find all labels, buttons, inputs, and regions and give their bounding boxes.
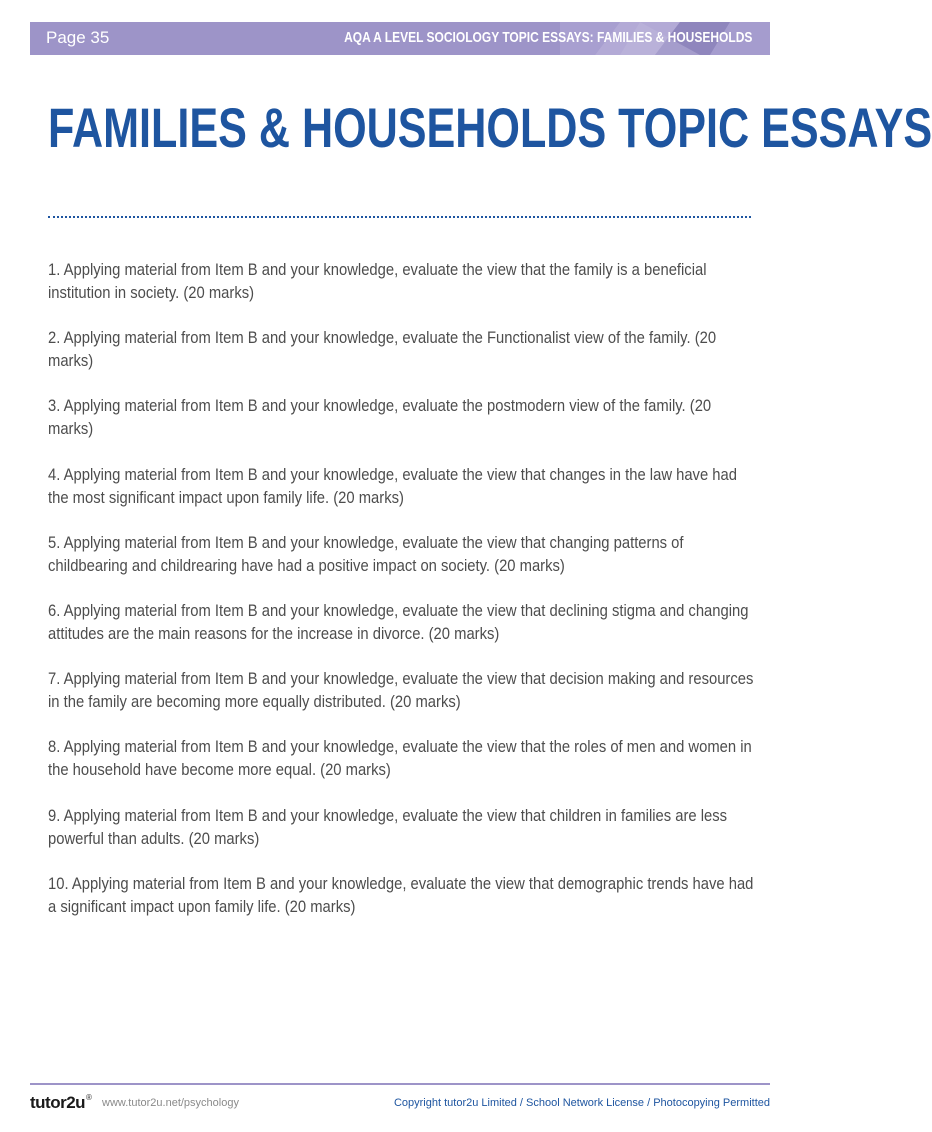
header-title: AQA A LEVEL SOCIOLOGY TOPIC ESSAYS: FAMILIES & HOUSEHOLDS — [343, 29, 752, 46]
list-item — [48, 258, 754, 304]
question-text: 4. Applying material from Item B and your knowledge, evaluate the view that changes in the law have had the most significant impact upon family life. (20 marks) — [48, 464, 737, 507]
footer-copyright: Copyright tutor2u Limited / School Network License / Photocopying Permitted — [393, 1097, 770, 1109]
page-title: FAMILIES & HOUSEHOLDS TOPIC ESSAYS — [48, 96, 932, 159]
dotted-divider — [48, 216, 751, 218]
question-text: 10. Applying material from Item B and your knowledge, evaluate the view that demographic trends have had a significant impact upon family life. (20 marks) — [48, 873, 754, 916]
question-text: 5. Applying material from Item B and your knowledge, evaluate the view that changing patterns of childbearing and childrearing have had a positive impact on society. (20 marks) — [48, 532, 684, 575]
footer-rule — [30, 1083, 770, 1085]
list-item — [48, 394, 754, 440]
registered-mark: ® — [86, 1093, 92, 1102]
question-text: 7. Applying material from Item B and your knowledge, evaluate the view that decision making and resources in the family are becoming more equally distributed. (20 marks) — [48, 669, 754, 712]
footer-url-link[interactable]: www.tutor2u.net/psychology — [102, 1097, 239, 1109]
question-text: 6. Applying material from Item B and your knowledge, evaluate the view that declining stigma and changing attitudes are the main reasons for the increase in divorce. (20 marks) — [48, 600, 749, 643]
question-text: 1. Applying material from Item B and your knowledge, evaluate the view that the family is a beneficial institution in society. (20 marks) — [48, 260, 707, 302]
question-text: 8. Applying material from Item B and your knowledge, evaluate the view that the roles of men and women in the household have become more equal. (20 marks) — [48, 737, 752, 780]
question-text: 2. Applying material from Item B and your knowledge, evaluate the Functionalist view of the family. (20 marks) — [48, 328, 717, 371]
tutor2u-logo — [30, 1093, 91, 1113]
list-item — [48, 531, 754, 577]
question-text: 3. Applying material from Item B and your knowledge, evaluate the postmodern view of the family. (20 marks) — [48, 396, 712, 439]
list-item — [48, 735, 754, 781]
page-number: Page 35 — [46, 28, 110, 47]
list-item — [48, 667, 754, 713]
list-item — [48, 326, 754, 372]
header-bar — [30, 22, 770, 55]
question-text: 9. Applying material from Item B and your knowledge, evaluate the view that children in families are less powerful than adults. (20 marks) — [48, 805, 728, 848]
list-item — [48, 599, 754, 645]
list-item — [48, 804, 754, 850]
list-item — [48, 872, 754, 918]
logo-text: tutor2u — [30, 1093, 86, 1112]
list-item — [48, 463, 754, 509]
question-list — [48, 258, 754, 940]
